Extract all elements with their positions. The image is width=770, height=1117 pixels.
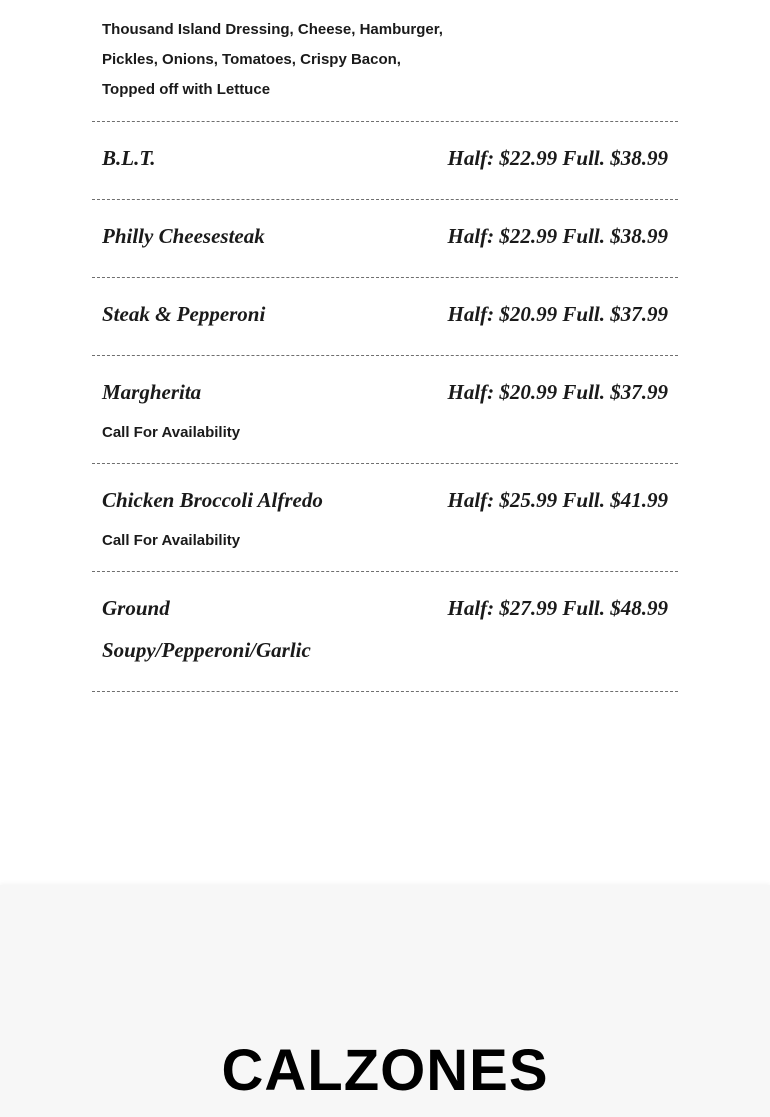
menu-item	[92, 200, 678, 278]
menu-item-price: Half: $20.99 Full. $37.99	[447, 302, 668, 326]
menu-list	[92, 0, 678, 692]
menu-item-description: Call For Availability	[102, 424, 241, 441]
menu-item-name: Philly Cheesesteak	[102, 224, 265, 248]
menu-item	[92, 122, 678, 200]
section-title: CALZONES	[221, 1038, 549, 1103]
menu-item-price: Half: $27.99 Full. $48.99	[447, 596, 668, 620]
menu-item-price: Half: $25.99 Full. $41.99	[447, 488, 668, 512]
menu-item-name: Chicken Broccoli Alfredo	[102, 488, 323, 512]
menu-item-price: Half: $22.99 Full. $38.99	[447, 146, 668, 170]
menu-item-name: Ground Soupy/Pepperoni/Garlic	[102, 596, 311, 662]
menu-item	[92, 278, 678, 356]
menu-item-name: Margherita	[102, 380, 202, 404]
menu-item-name: B.L.T.	[102, 146, 156, 170]
menu-item-price: Half: $22.99 Full. $38.99	[447, 224, 668, 248]
menu-item-description: Call For Availability	[102, 532, 241, 549]
menu-item	[92, 572, 678, 692]
menu-item-description: Thousand Island Dressing, Cheese, Hamburger, Pickles, Onions, Tomatoes, Crispy Bacon, Topped off with Lettuce	[102, 21, 443, 98]
menu-item-price: Half: $20.99 Full. $37.99	[447, 380, 668, 404]
menu-item	[92, 464, 678, 572]
menu-item	[92, 356, 678, 464]
menu-item-name: Steak & Pepperoni	[102, 302, 266, 326]
menu-item	[92, 0, 678, 122]
